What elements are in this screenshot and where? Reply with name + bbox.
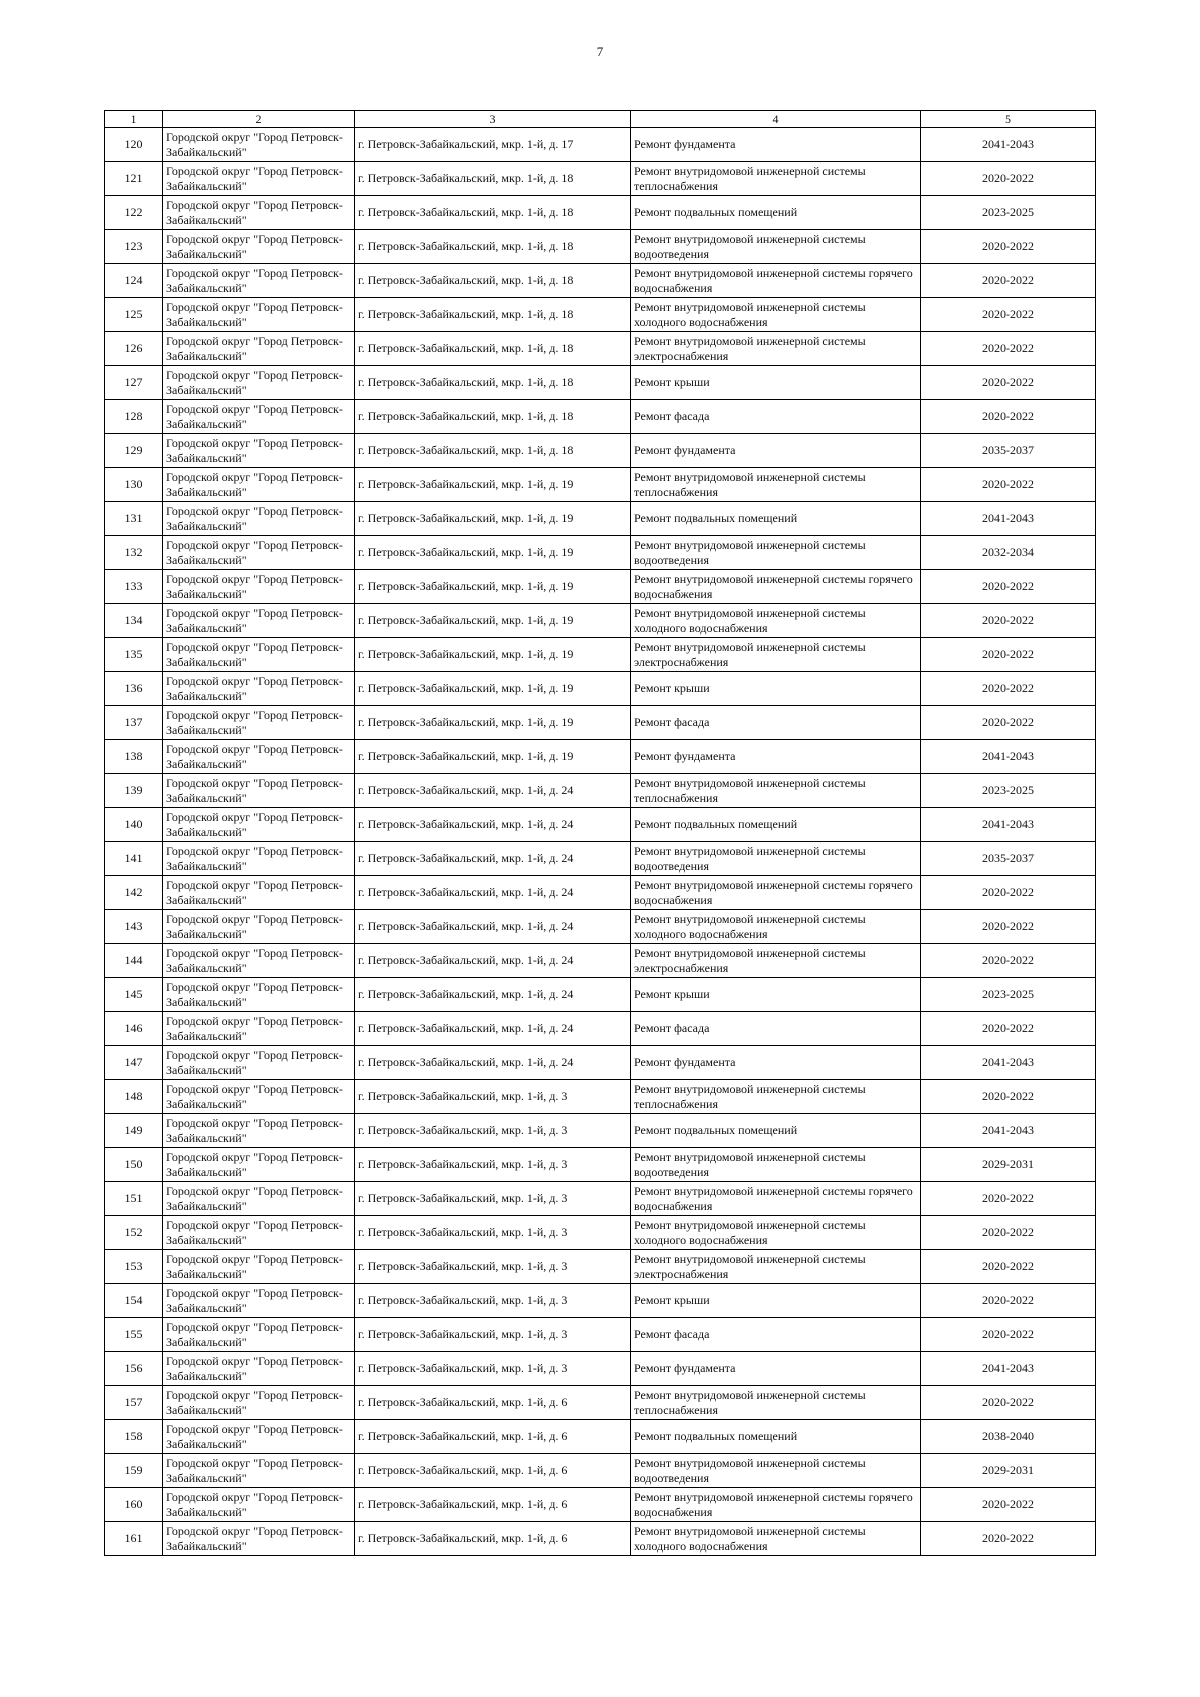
municipality-cell: Городской округ "Город Петровск-Забайкальский" (163, 366, 355, 400)
address-cell: г. Петровск-Забайкальский, мкр. 1-й, д. 3 (355, 1284, 631, 1318)
row-number-cell: 130 (105, 468, 163, 502)
period-cell: 2020-2022 (921, 876, 1096, 910)
period-cell: 2020-2022 (921, 570, 1096, 604)
address-cell: г. Петровск-Забайкальский, мкр. 1-й, д. 24 (355, 1046, 631, 1080)
row-number-cell: 132 (105, 536, 163, 570)
address-cell: г. Петровск-Забайкальский, мкр. 1-й, д. 3 (355, 1216, 631, 1250)
address-cell: г. Петровск-Забайкальский, мкр. 1-й, д. 19 (355, 638, 631, 672)
address-cell: г. Петровск-Забайкальский, мкр. 1-й, д. 3 (355, 1182, 631, 1216)
address-cell: г. Петровск-Забайкальский, мкр. 1-й, д. 19 (355, 536, 631, 570)
table-row (105, 162, 1096, 196)
table-row (105, 1318, 1096, 1352)
address-cell: г. Петровск-Забайкальский, мкр. 1-й, д. 3 (355, 1148, 631, 1182)
row-number-cell: 129 (105, 434, 163, 468)
period-cell: 2041-2043 (921, 808, 1096, 842)
work-type-cell: Ремонт внутридомовой инженерной системы теплоснабжения (631, 774, 921, 808)
work-type-cell: Ремонт фундамента (631, 1046, 921, 1080)
table-row (105, 1284, 1096, 1318)
period-cell: 2020-2022 (921, 230, 1096, 264)
municipality-cell: Городской округ "Город Петровск-Забайкальский" (163, 1454, 355, 1488)
row-number-cell: 160 (105, 1488, 163, 1522)
period-cell: 2023-2025 (921, 196, 1096, 230)
row-number-cell: 156 (105, 1352, 163, 1386)
address-cell: г. Петровск-Забайкальский, мкр. 1-й, д. 18 (355, 264, 631, 298)
column-header: 3 (355, 111, 631, 128)
work-type-cell: Ремонт внутридомовой инженерной системы холодного водоснабжения (631, 1522, 921, 1556)
table-row (105, 1216, 1096, 1250)
work-type-cell: Ремонт внутридомовой инженерной системы горячего водоснабжения (631, 1182, 921, 1216)
work-type-cell: Ремонт фасада (631, 1318, 921, 1352)
row-number-cell: 143 (105, 910, 163, 944)
work-type-cell: Ремонт внутридомовой инженерной системы электроснабжения (631, 332, 921, 366)
table-row (105, 1182, 1096, 1216)
work-type-cell: Ремонт внутридомовой инженерной системы водоотведения (631, 842, 921, 876)
address-cell: г. Петровск-Забайкальский, мкр. 1-й, д. 24 (355, 944, 631, 978)
address-cell: г. Петровск-Забайкальский, мкр. 1-й, д. 24 (355, 1012, 631, 1046)
municipality-cell: Городской округ "Город Петровск-Забайкальский" (163, 400, 355, 434)
row-number-cell: 149 (105, 1114, 163, 1148)
table-row (105, 332, 1096, 366)
table-row (105, 876, 1096, 910)
table-row (105, 944, 1096, 978)
row-number-cell: 122 (105, 196, 163, 230)
address-cell: г. Петровск-Забайкальский, мкр. 1-й, д. 18 (355, 196, 631, 230)
work-type-cell: Ремонт внутридомовой инженерной системы водоотведения (631, 230, 921, 264)
municipality-cell: Городской округ "Город Петровск-Забайкальский" (163, 1318, 355, 1352)
row-number-cell: 141 (105, 842, 163, 876)
period-cell: 2032-2034 (921, 536, 1096, 570)
period-cell: 2041-2043 (921, 1046, 1096, 1080)
municipality-cell: Городской округ "Город Петровск-Забайкальский" (163, 1522, 355, 1556)
period-cell: 2020-2022 (921, 910, 1096, 944)
address-cell: г. Петровск-Забайкальский, мкр. 1-й, д. 19 (355, 570, 631, 604)
period-cell: 2041-2043 (921, 502, 1096, 536)
period-cell: 2020-2022 (921, 400, 1096, 434)
period-cell: 2029-2031 (921, 1148, 1096, 1182)
address-cell: г. Петровск-Забайкальский, мкр. 1-й, д. 19 (355, 706, 631, 740)
address-cell: г. Петровск-Забайкальский, мкр. 1-й, д. 19 (355, 468, 631, 502)
row-number-cell: 158 (105, 1420, 163, 1454)
municipality-cell: Городской округ "Город Петровск-Забайкальский" (163, 1420, 355, 1454)
work-type-cell: Ремонт крыши (631, 672, 921, 706)
municipality-cell: Городской округ "Город Петровск-Забайкальский" (163, 468, 355, 502)
table-row (105, 1012, 1096, 1046)
column-header: 4 (631, 111, 921, 128)
work-type-cell: Ремонт внутридомовой инженерной системы электроснабжения (631, 638, 921, 672)
row-number-cell: 124 (105, 264, 163, 298)
work-type-cell: Ремонт внутридомовой инженерной системы водоотведения (631, 1454, 921, 1488)
period-cell: 2020-2022 (921, 1522, 1096, 1556)
table-row (105, 774, 1096, 808)
period-cell: 2020-2022 (921, 672, 1096, 706)
municipality-cell: Городской округ "Город Петровск-Забайкальский" (163, 876, 355, 910)
row-number-cell: 137 (105, 706, 163, 740)
address-cell: г. Петровск-Забайкальский, мкр. 1-й, д. 6 (355, 1454, 631, 1488)
table-row (105, 1386, 1096, 1420)
address-cell: г. Петровск-Забайкальский, мкр. 1-й, д. 18 (355, 298, 631, 332)
row-number-cell: 131 (105, 502, 163, 536)
address-cell: г. Петровск-Забайкальский, мкр. 1-й, д. 3 (355, 1250, 631, 1284)
work-type-cell: Ремонт внутридомовой инженерной системы холодного водоснабжения (631, 604, 921, 638)
address-cell: г. Петровск-Забайкальский, мкр. 1-й, д. 18 (355, 366, 631, 400)
row-number-cell: 120 (105, 128, 163, 162)
address-cell: г. Петровск-Забайкальский, мкр. 1-й, д. 6 (355, 1420, 631, 1454)
municipality-cell: Городской округ "Город Петровск-Забайкальский" (163, 536, 355, 570)
municipality-cell: Городской округ "Город Петровск-Забайкальский" (163, 978, 355, 1012)
repair-schedule-table (104, 110, 1096, 1556)
address-cell: г. Петровск-Забайкальский, мкр. 1-й, д. 24 (355, 842, 631, 876)
period-cell: 2020-2022 (921, 332, 1096, 366)
municipality-cell: Городской округ "Город Петровск-Забайкальский" (163, 638, 355, 672)
row-number-cell: 144 (105, 944, 163, 978)
period-cell: 2035-2037 (921, 434, 1096, 468)
table-row (105, 400, 1096, 434)
work-type-cell: Ремонт крыши (631, 366, 921, 400)
table-row (105, 366, 1096, 400)
row-number-cell: 152 (105, 1216, 163, 1250)
row-number-cell: 125 (105, 298, 163, 332)
row-number-cell: 140 (105, 808, 163, 842)
row-number-cell: 159 (105, 1454, 163, 1488)
municipality-cell: Городской округ "Город Петровск-Забайкальский" (163, 1216, 355, 1250)
work-type-cell: Ремонт внутридомовой инженерной системы холодного водоснабжения (631, 910, 921, 944)
row-number-cell: 161 (105, 1522, 163, 1556)
column-header: 1 (105, 111, 163, 128)
municipality-cell: Городской округ "Город Петровск-Забайкальский" (163, 1284, 355, 1318)
address-cell: г. Петровск-Забайкальский, мкр. 1-й, д. 3 (355, 1114, 631, 1148)
table-row (105, 1352, 1096, 1386)
table-row (105, 1250, 1096, 1284)
table-row (105, 1148, 1096, 1182)
work-type-cell: Ремонт внутридомовой инженерной системы водоотведения (631, 536, 921, 570)
municipality-cell: Городской округ "Город Петровск-Забайкальский" (163, 264, 355, 298)
address-cell: г. Петровск-Забайкальский, мкр. 1-й, д. 3 (355, 1318, 631, 1352)
period-cell: 2041-2043 (921, 1114, 1096, 1148)
municipality-cell: Городской округ "Город Петровск-Забайкальский" (163, 706, 355, 740)
period-cell: 2035-2037 (921, 842, 1096, 876)
table-row (105, 298, 1096, 332)
address-cell: г. Петровск-Забайкальский, мкр. 1-й, д. 24 (355, 876, 631, 910)
period-cell: 2023-2025 (921, 774, 1096, 808)
row-number-cell: 147 (105, 1046, 163, 1080)
municipality-cell: Городской округ "Город Петровск-Забайкальский" (163, 740, 355, 774)
row-number-cell: 138 (105, 740, 163, 774)
row-number-cell: 153 (105, 1250, 163, 1284)
municipality-cell: Городской округ "Город Петровск-Забайкальский" (163, 1012, 355, 1046)
row-number-cell: 146 (105, 1012, 163, 1046)
table-row (105, 1420, 1096, 1454)
work-type-cell: Ремонт внутридомовой инженерной системы электроснабжения (631, 1250, 921, 1284)
municipality-cell: Городской округ "Город Петровск-Забайкальский" (163, 808, 355, 842)
period-cell: 2020-2022 (921, 1386, 1096, 1420)
work-type-cell: Ремонт фундамента (631, 740, 921, 774)
address-cell: г. Петровск-Забайкальский, мкр. 1-й, д. 6 (355, 1522, 631, 1556)
work-type-cell: Ремонт внутридомовой инженерной системы горячего водоснабжения (631, 264, 921, 298)
table-row (105, 672, 1096, 706)
municipality-cell: Городской округ "Город Петровск-Забайкальский" (163, 196, 355, 230)
work-type-cell: Ремонт внутридомовой инженерной системы теплоснабжения (631, 1080, 921, 1114)
period-cell: 2020-2022 (921, 604, 1096, 638)
address-cell: г. Петровск-Забайкальский, мкр. 1-й, д. 18 (355, 162, 631, 196)
table-row (105, 978, 1096, 1012)
address-cell: г. Петровск-Забайкальский, мкр. 1-й, д. 24 (355, 774, 631, 808)
table-row (105, 842, 1096, 876)
municipality-cell: Городской округ "Город Петровск-Забайкальский" (163, 1148, 355, 1182)
period-cell: 2041-2043 (921, 1352, 1096, 1386)
period-cell: 2023-2025 (921, 978, 1096, 1012)
row-number-cell: 157 (105, 1386, 163, 1420)
work-type-cell: Ремонт внутридомовой инженерной системы электроснабжения (631, 944, 921, 978)
period-cell: 2041-2043 (921, 128, 1096, 162)
row-number-cell: 127 (105, 366, 163, 400)
table-row (105, 570, 1096, 604)
municipality-cell: Городской округ "Город Петровск-Забайкальский" (163, 332, 355, 366)
row-number-cell: 142 (105, 876, 163, 910)
period-cell: 2020-2022 (921, 1216, 1096, 1250)
municipality-cell: Городской округ "Город Петровск-Забайкальский" (163, 1080, 355, 1114)
period-cell: 2020-2022 (921, 366, 1096, 400)
address-cell: г. Петровск-Забайкальский, мкр. 1-й, д. 19 (355, 502, 631, 536)
work-type-cell: Ремонт внутридомовой инженерной системы горячего водоснабжения (631, 876, 921, 910)
work-type-cell: Ремонт внутридомовой инженерной системы холодного водоснабжения (631, 1216, 921, 1250)
table-row (105, 1488, 1096, 1522)
work-type-cell: Ремонт подвальных помещений (631, 1420, 921, 1454)
municipality-cell: Городской округ "Город Петровск-Забайкальский" (163, 774, 355, 808)
row-number-cell: 134 (105, 604, 163, 638)
work-type-cell: Ремонт внутридомовой инженерной системы водоотведения (631, 1148, 921, 1182)
municipality-cell: Городской округ "Город Петровск-Забайкальский" (163, 1488, 355, 1522)
table-row (105, 1046, 1096, 1080)
municipality-cell: Городской округ "Город Петровск-Забайкальский" (163, 298, 355, 332)
period-cell: 2020-2022 (921, 298, 1096, 332)
work-type-cell: Ремонт фундамента (631, 128, 921, 162)
row-number-cell: 148 (105, 1080, 163, 1114)
period-cell: 2020-2022 (921, 638, 1096, 672)
municipality-cell: Городской округ "Город Петровск-Забайкальский" (163, 672, 355, 706)
table-row (105, 536, 1096, 570)
address-cell: г. Петровск-Забайкальский, мкр. 1-й, д. 3 (355, 1080, 631, 1114)
period-cell: 2020-2022 (921, 468, 1096, 502)
period-cell: 2020-2022 (921, 1182, 1096, 1216)
table-row (105, 740, 1096, 774)
work-type-cell: Ремонт крыши (631, 978, 921, 1012)
row-number-cell: 126 (105, 332, 163, 366)
municipality-cell: Городской округ "Город Петровск-Забайкальский" (163, 128, 355, 162)
column-header-row (105, 111, 1096, 128)
address-cell: г. Петровск-Забайкальский, мкр. 1-й, д. 18 (355, 400, 631, 434)
municipality-cell: Городской округ "Город Петровск-Забайкальский" (163, 944, 355, 978)
address-cell: г. Петровск-Забайкальский, мкр. 1-й, д. 24 (355, 910, 631, 944)
municipality-cell: Городской округ "Город Петровск-Забайкальский" (163, 604, 355, 638)
address-cell: г. Петровск-Забайкальский, мкр. 1-й, д. 6 (355, 1386, 631, 1420)
period-cell: 2041-2043 (921, 740, 1096, 774)
table-row (105, 808, 1096, 842)
municipality-cell: Городской округ "Город Петровск-Забайкальский" (163, 1386, 355, 1420)
address-cell: г. Петровск-Забайкальский, мкр. 1-й, д. 19 (355, 672, 631, 706)
column-header: 5 (921, 111, 1096, 128)
table-row (105, 1454, 1096, 1488)
work-type-cell: Ремонт фасада (631, 400, 921, 434)
row-number-cell: 128 (105, 400, 163, 434)
work-type-cell: Ремонт подвальных помещений (631, 502, 921, 536)
municipality-cell: Городской округ "Город Петровск-Забайкальский" (163, 1352, 355, 1386)
table-row (105, 706, 1096, 740)
address-cell: г. Петровск-Забайкальский, мкр. 1-й, д. 18 (355, 332, 631, 366)
row-number-cell: 133 (105, 570, 163, 604)
address-cell: г. Петровск-Забайкальский, мкр. 1-й, д. 3 (355, 1352, 631, 1386)
work-type-cell: Ремонт внутридомовой инженерной системы горячего водоснабжения (631, 1488, 921, 1522)
address-cell: г. Петровск-Забайкальский, мкр. 1-й, д. 24 (355, 808, 631, 842)
municipality-cell: Городской округ "Город Петровск-Забайкальский" (163, 1182, 355, 1216)
municipality-cell: Городской округ "Город Петровск-Забайкальский" (163, 570, 355, 604)
column-header: 2 (163, 111, 355, 128)
work-type-cell: Ремонт внутридомовой инженерной системы теплоснабжения (631, 468, 921, 502)
municipality-cell: Городской округ "Город Петровск-Забайкальский" (163, 1250, 355, 1284)
period-cell: 2020-2022 (921, 1318, 1096, 1352)
row-number-cell: 123 (105, 230, 163, 264)
work-type-cell: Ремонт подвальных помещений (631, 196, 921, 230)
row-number-cell: 136 (105, 672, 163, 706)
row-number-cell: 121 (105, 162, 163, 196)
table-row (105, 502, 1096, 536)
period-cell: 2020-2022 (921, 1012, 1096, 1046)
work-type-cell: Ремонт фундамента (631, 434, 921, 468)
municipality-cell: Городской округ "Город Петровск-Забайкальский" (163, 230, 355, 264)
work-type-cell: Ремонт крыши (631, 1284, 921, 1318)
work-type-cell: Ремонт фасада (631, 1012, 921, 1046)
table-row (105, 1080, 1096, 1114)
table-row (105, 468, 1096, 502)
period-cell: 2020-2022 (921, 1250, 1096, 1284)
period-cell: 2020-2022 (921, 944, 1096, 978)
row-number-cell: 155 (105, 1318, 163, 1352)
work-type-cell: Ремонт фасада (631, 706, 921, 740)
table-row (105, 264, 1096, 298)
work-type-cell: Ремонт внутридомовой инженерной системы теплоснабжения (631, 1386, 921, 1420)
work-type-cell: Ремонт внутридомовой инженерной системы горячего водоснабжения (631, 570, 921, 604)
period-cell: 2020-2022 (921, 264, 1096, 298)
row-number-cell: 151 (105, 1182, 163, 1216)
table-row (105, 1114, 1096, 1148)
row-number-cell: 150 (105, 1148, 163, 1182)
municipality-cell: Городской округ "Город Петровск-Забайкальский" (163, 1114, 355, 1148)
period-cell: 2029-2031 (921, 1454, 1096, 1488)
table-row (105, 230, 1096, 264)
period-cell: 2020-2022 (921, 1488, 1096, 1522)
period-cell: 2020-2022 (921, 1284, 1096, 1318)
table-row (105, 604, 1096, 638)
address-cell: г. Петровск-Забайкальский, мкр. 1-й, д. 17 (355, 128, 631, 162)
municipality-cell: Городской округ "Город Петровск-Забайкальский" (163, 502, 355, 536)
address-cell: г. Петровск-Забайкальский, мкр. 1-й, д. 6 (355, 1488, 631, 1522)
work-type-cell: Ремонт внутридомовой инженерной системы холодного водоснабжения (631, 298, 921, 332)
period-cell: 2020-2022 (921, 162, 1096, 196)
table-body (105, 111, 1096, 1556)
table-row (105, 434, 1096, 468)
table-row (105, 638, 1096, 672)
work-type-cell: Ремонт подвальных помещений (631, 808, 921, 842)
address-cell: г. Петровск-Забайкальский, мкр. 1-й, д. 18 (355, 230, 631, 264)
work-type-cell: Ремонт фундамента (631, 1352, 921, 1386)
row-number-cell: 135 (105, 638, 163, 672)
municipality-cell: Городской округ "Город Петровск-Забайкальский" (163, 162, 355, 196)
work-type-cell: Ремонт подвальных помещений (631, 1114, 921, 1148)
row-number-cell: 145 (105, 978, 163, 1012)
table-row (105, 910, 1096, 944)
address-cell: г. Петровск-Забайкальский, мкр. 1-й, д. 19 (355, 604, 631, 638)
municipality-cell: Городской округ "Город Петровск-Забайкальский" (163, 842, 355, 876)
work-type-cell: Ремонт внутридомовой инженерной системы теплоснабжения (631, 162, 921, 196)
period-cell: 2020-2022 (921, 1080, 1096, 1114)
address-cell: г. Петровск-Забайкальский, мкр. 1-й, д. 18 (355, 434, 631, 468)
page-number: 7 (596, 44, 604, 59)
municipality-cell: Городской округ "Город Петровск-Забайкальский" (163, 1046, 355, 1080)
table-row (105, 196, 1096, 230)
municipality-cell: Городской округ "Город Петровск-Забайкальский" (163, 434, 355, 468)
period-cell: 2038-2040 (921, 1420, 1096, 1454)
table-row (105, 128, 1096, 162)
row-number-cell: 154 (105, 1284, 163, 1318)
period-cell: 2020-2022 (921, 706, 1096, 740)
table-row (105, 1522, 1096, 1556)
municipality-cell: Городской округ "Город Петровск-Забайкальский" (163, 910, 355, 944)
address-cell: г. Петровск-Забайкальский, мкр. 1-й, д. 24 (355, 978, 631, 1012)
address-cell: г. Петровск-Забайкальский, мкр. 1-й, д. 19 (355, 740, 631, 774)
row-number-cell: 139 (105, 774, 163, 808)
